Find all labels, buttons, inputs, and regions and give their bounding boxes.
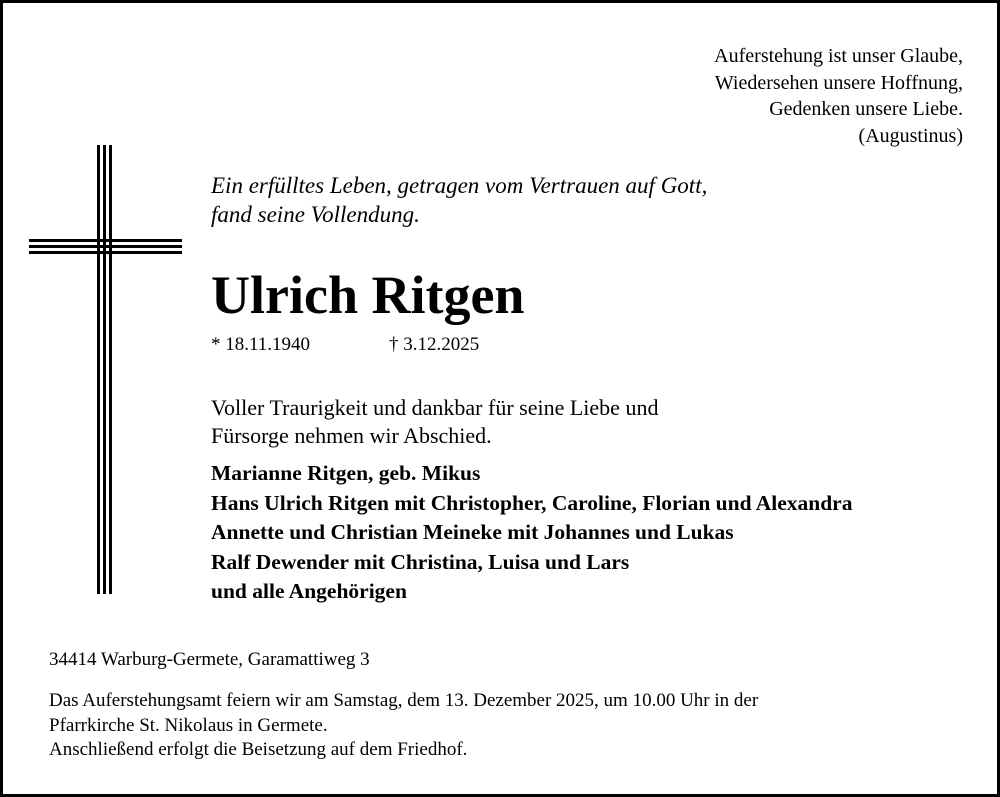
death-date: † 3.12.2025 <box>389 334 480 355</box>
quote-line: Auferstehung ist unser Glaube, <box>714 45 963 67</box>
life-summary <box>211 171 707 229</box>
service-line: Anschließend erfolgt die Beisetzung auf dem Friedhof. <box>49 739 468 760</box>
service-line: Das Auferstehungsamt feiern wir am Samstag, dem 13. Dezember 2025, um 10.00 Uhr in der <box>49 690 759 711</box>
life-dates <box>211 333 480 357</box>
augustinus-quote <box>714 43 963 149</box>
cross-icon <box>3 3 203 603</box>
mourner-line: Marianne Ritgen, geb. Mikus <box>211 461 481 485</box>
farewell-message <box>211 394 658 450</box>
mourner-line: Annette und Christian Meineke mit Johannes und Lukas <box>211 520 734 544</box>
farewell-line: Fürsorge nehmen wir Abschied. <box>211 423 492 448</box>
farewell-line: Voller Traurigkeit und dankbar für seine Liebe und <box>211 395 659 420</box>
deceased-name: Ulrich Ritgen <box>211 265 525 325</box>
service-details <box>49 689 758 763</box>
quote-line: Gedenken unsere Liebe. <box>769 98 963 120</box>
service-line: Pfarrkirche St. Nikolaus in Germete. <box>49 714 328 736</box>
quote-author: (Augustinus) <box>858 124 963 147</box>
family-address: 34414 Warburg-Germete, Garamattiweg 3 <box>49 649 370 670</box>
mourner-line: Hans Ulrich Ritgen mit Christopher, Caroline, Florian und Alexandra <box>211 490 853 515</box>
mourners-list <box>211 459 852 607</box>
mourner-line: und alle Angehörigen <box>211 579 407 603</box>
life-summary-line: Ein erfülltes Leben, getragen vom Vertrauen auf Gott, <box>211 173 708 198</box>
birth-date: * 18.11.1940 <box>211 334 311 355</box>
life-summary-line: fand seine Vollendung. <box>211 202 420 227</box>
quote-line: Wiedersehen unsere Hoffnung, <box>714 71 963 94</box>
mourner-line: Ralf Dewender mit Christina, Luisa und Lars <box>211 549 630 574</box>
